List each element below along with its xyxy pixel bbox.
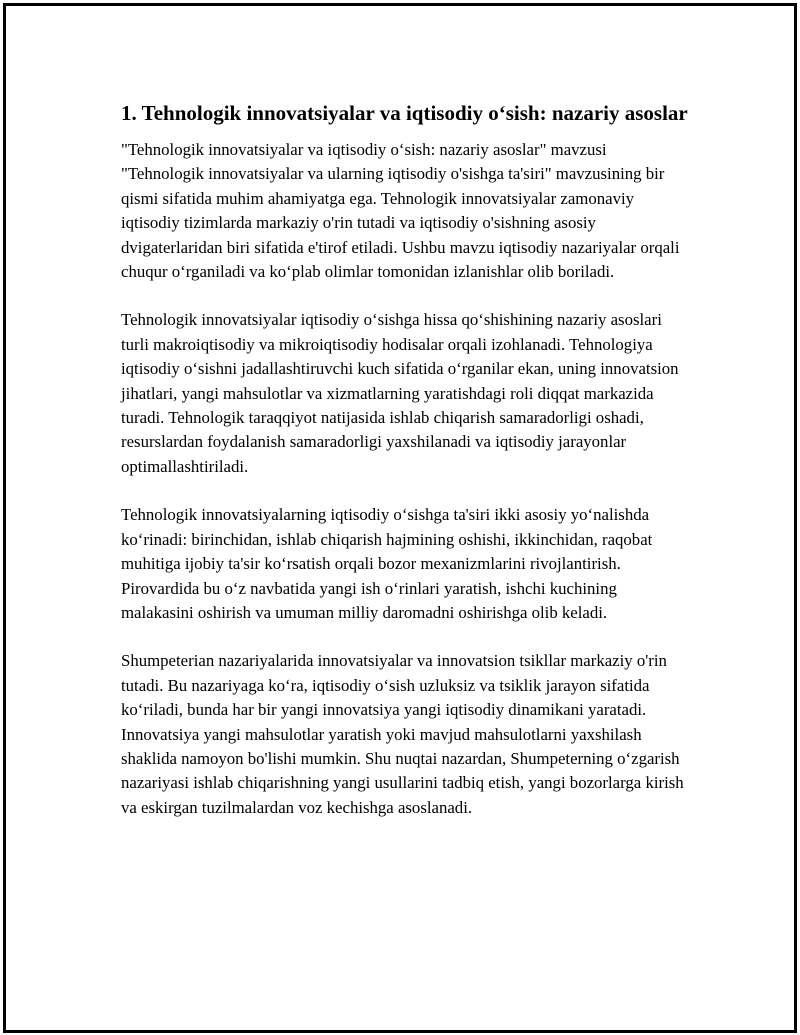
section-heading: 1. Tehnologik innovatsiyalar va iqtisodiy o‘sish: nazariy asoslar (121, 101, 688, 125)
paragraph-4: Shumpeterian nazariyalarida innovatsiyalar va innovatsion tsikllar markaziy o'rin tutadi. Bu nazariyaga ko‘ra, iqtisodiy o‘sish uzluksiz va tsiklik jarayon sifatida ko‘riladi, bunda har bir yangi innovatsiya yangi iqtisodiy dinamikani yaratadi. Innovatsiya yangi mahsulotlar yaratish yoki mavjud mahsulotlarni yaxshilash shaklida namoyon bo'lishi mumkin. Shu nuqtai nazardan, Shumpeterning o‘zgarish nazariyasi ishlab chiqarishning yangi usullarini tadbiq etish, yangi bozorlarga kirish va eskirgan tuzilmalardan voz kechishga asoslanadi. (121, 651, 684, 817)
paragraph-3: Tehnologik innovatsiyalarning iqtisodiy o‘sishga ta'siri ikki asosiy yo‘nalishda ko‘rinadi: birinchidan, ishlab chiqarish hajmining oshishi, ikkinchidan, raqobat muhitiga ijobiy ta'sir ko‘rsatish orqali bozor mexanizmlarini rivojlantirish. Pirovardida bu o‘z navbatida yangi ish o‘rinlari yaratish, ishchi kuchining malakasini oshirish va umuman milliy daromadni oshirishga olib keladi. (121, 505, 653, 622)
paragraph-1: "Tehnologik innovatsiyalar va iqtisodiy o‘sish: nazariy asoslar" mavzusi "Tehnologik innovatsiyalar va ularning iqtisodiy o'sishga ta'siri" mavzusining bir qismi sifatida muhim ahamiyatga ega. Tehnologik innovatsiyalar zamonaviy iqtisodiy tizimlarda markaziy o'rin tutadi va iqtisodiy o'sishning asosiy dvigaterlaridan biri sifatida e'tirof etiladi. Ushbu mavzu iqtisodiy nazariyalar orqali chuqur o‘rganiladi va ko‘plab olimlar tomonidan izlanishlar olib boriladi. (121, 140, 680, 282)
page-frame (3, 3, 797, 1033)
paragraph-2: Tehnologik innovatsiyalar iqtisodiy o‘sishga hissa qo‘shishining nazariy asoslari turli makroiqtisodiy va mikroiqtisodiy hodisalar orqali izohlanadi. Tehnologiya iqtisodiy o‘sishni jadallashtiruvchi kuch sifatida o‘rganilar ekan, uning innovatsion jihatlari, yangi mahsulotlar va xizmatlarning yaratishdagi roli diqqat markazida turadi. Tehnologik taraqqiyot natijasida ishlab chiqarish samaradorligi oshadi, resurslardan foydalanish samaradorligi yaxshilanadi va iqtisodiy jarayonlar optimallashtiriladi. (121, 310, 679, 476)
document-body (121, 100, 689, 844)
